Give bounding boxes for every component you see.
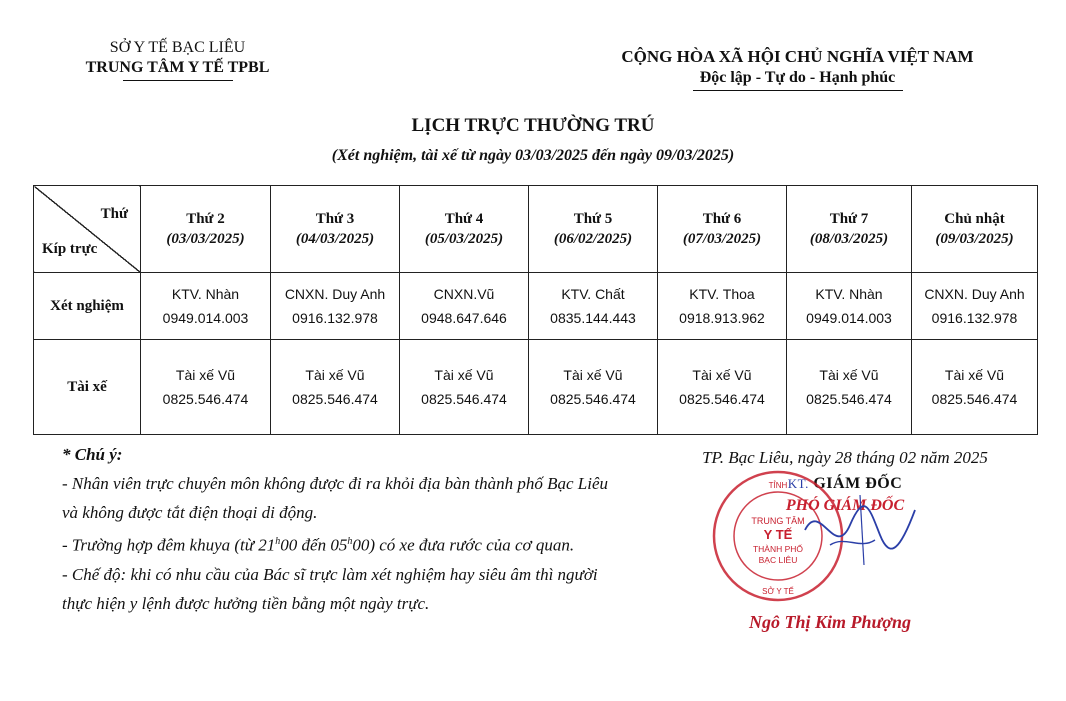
staff-name: Tài xế Vũ <box>305 367 365 383</box>
signer-role: KT. GIÁM ĐỐC <box>787 475 903 492</box>
staff-name: Tài xế Vũ <box>692 367 752 383</box>
national-header <box>590 46 1005 91</box>
table-cell <box>529 273 658 340</box>
signer-role-deputy: PHÓ GIÁM ĐỐC <box>785 497 905 514</box>
table-cell <box>400 273 529 340</box>
staff-name: CNXN. Duy Anh <box>284 286 386 302</box>
national-motto: Độc lập - Tự do - Hạnh phúc <box>699 69 896 86</box>
staff-phone: 0916.132.978 <box>931 310 1018 326</box>
table-cell <box>912 340 1038 435</box>
staff-name: Tài xế Vũ <box>175 367 236 383</box>
divider <box>693 90 903 91</box>
staff-name: KTV. Nhàn <box>815 286 883 302</box>
day-date: (04/03/2025) <box>295 231 375 247</box>
stamp-line: Y TẾ <box>763 527 793 542</box>
row-label: Xét nghiệm <box>34 273 141 340</box>
day-date: (08/03/2025) <box>809 231 889 247</box>
day-name: Thứ 5 <box>573 211 613 227</box>
day-header <box>912 186 1038 273</box>
staff-phone: 0949.014.003 <box>806 310 892 326</box>
place-date: TP. Bạc Liêu, ngày 28 tháng 02 năm 2025 <box>702 448 988 467</box>
staff-phone: 0835.144.443 <box>550 310 636 326</box>
notes-title: * Chú ý: <box>62 445 123 464</box>
document-subtitle: (Xét nghiệm, tài xế từ ngày 03/03/2025 đến ngày 09/03/2025) <box>331 147 735 164</box>
day-date: (09/03/2025) <box>935 231 1014 247</box>
agency-name: TRUNG TÂM Y TẾ TPBL <box>85 59 270 76</box>
staff-name: KTV. Chất <box>561 286 625 302</box>
day-name: Thứ 7 <box>829 211 869 227</box>
day-name: Thứ 6 <box>702 211 742 227</box>
stamp-line: TRUNG TÂM <box>751 516 805 526</box>
table-cell <box>400 340 529 435</box>
staff-name: CNXN. Duy Anh <box>924 286 1025 302</box>
staff-name: Tài xế Vũ <box>434 367 494 383</box>
staff-name: KTV. Nhàn <box>171 286 240 302</box>
day-date: (06/02/2025) <box>553 231 633 247</box>
staff-phone: 0825.546.474 <box>931 391 1018 407</box>
note-line: - Chế độ: khi có nhu cầu của Bác sĩ trực làm xét nghiệm hay siêu âm thì người <box>62 564 598 584</box>
table-cell <box>271 273 400 340</box>
note-line: thực hiện y lệnh được hưởng tiền bằng một ngày trực. <box>62 593 430 613</box>
day-name: Chủ nhật <box>944 211 1005 227</box>
table-cell <box>529 340 658 435</box>
parent-agency: SỞ Y TẾ BẠC LIÊU <box>109 39 246 56</box>
table-row <box>34 273 1038 340</box>
agency-header <box>60 38 295 81</box>
table-cell <box>141 340 271 435</box>
staff-name: CNXN.Vũ <box>433 286 495 302</box>
row-label: Tài xế <box>34 340 141 435</box>
note-line: và không được tắt điện thoại di động. <box>62 503 318 522</box>
staff-phone: 0825.546.474 <box>421 391 507 407</box>
day-name: Thứ 2 <box>186 211 225 227</box>
day-header <box>787 186 912 273</box>
table-header-row <box>34 186 1038 273</box>
staff-name: Tài xế Vũ <box>944 367 1005 383</box>
table-cell <box>141 273 271 340</box>
note-line: - Trường hợp đêm khuya (từ 21$^h$00 đến 05$^h$00) có xe đưa rước của cơ quan. <box>62 535 575 555</box>
staff-phone: 0825.546.474 <box>679 391 765 407</box>
schedule-table <box>33 185 1038 435</box>
corner-top-label: Thứ <box>100 206 128 222</box>
staff-phone: 0918.913.962 <box>679 310 765 326</box>
staff-name: Tài xế Vũ <box>563 367 623 383</box>
table-row <box>34 340 1038 435</box>
staff-phone: 0948.647.646 <box>421 310 507 326</box>
staff-phone: 0916.132.978 <box>292 310 378 326</box>
day-header <box>529 186 658 273</box>
stamp-line: BẠC LIÊU <box>758 555 798 565</box>
table-cell <box>658 273 787 340</box>
table-cell <box>912 273 1038 340</box>
stamp-line: TỈNH <box>768 481 788 490</box>
signer-name: Ngô Thị Kim Phượng <box>749 612 911 632</box>
document-title: LỊCH TRỰC THƯỜNG TRÚ <box>411 115 655 136</box>
day-name: Thứ 3 <box>315 211 355 227</box>
staff-phone: 0825.546.474 <box>292 391 378 407</box>
staff-phone: 0949.014.003 <box>162 310 249 326</box>
day-header <box>271 186 400 273</box>
day-header <box>141 186 271 273</box>
national-title: CỘNG HÒA XÃ HỘI CHỦ NGHĨA VIỆT NAM <box>621 47 974 66</box>
role-prefix: KT. <box>787 476 809 491</box>
note-line: - Nhân viên trực chuyên môn không được đi ra khỏi địa bàn thành phố Bạc Liêu <box>62 474 609 493</box>
day-header <box>400 186 529 273</box>
divider <box>123 80 233 81</box>
staff-name: Tài xế Vũ <box>819 367 879 383</box>
table-cell <box>787 273 912 340</box>
day-date: (07/03/2025) <box>682 231 762 247</box>
corner-cell <box>34 186 141 273</box>
staff-name: KTV. Thoa <box>689 286 755 302</box>
day-date: (05/03/2025) <box>424 231 504 247</box>
handwritten-signature <box>800 490 920 570</box>
stamp-line: THÀNH PHỐ <box>752 544 804 554</box>
day-date: (03/03/2025) <box>166 231 245 247</box>
day-header <box>658 186 787 273</box>
day-name: Thứ 4 <box>444 211 484 227</box>
stamp-line: SỞ Y TẾ <box>762 587 794 596</box>
table-cell <box>787 340 912 435</box>
table-cell <box>271 340 400 435</box>
table-cell <box>658 340 787 435</box>
staff-phone: 0825.546.474 <box>806 391 892 407</box>
corner-bottom-label: Kíp trực <box>42 241 98 257</box>
staff-phone: 0825.546.474 <box>162 391 249 407</box>
staff-phone: 0825.546.474 <box>550 391 636 407</box>
notes-section <box>62 440 682 618</box>
